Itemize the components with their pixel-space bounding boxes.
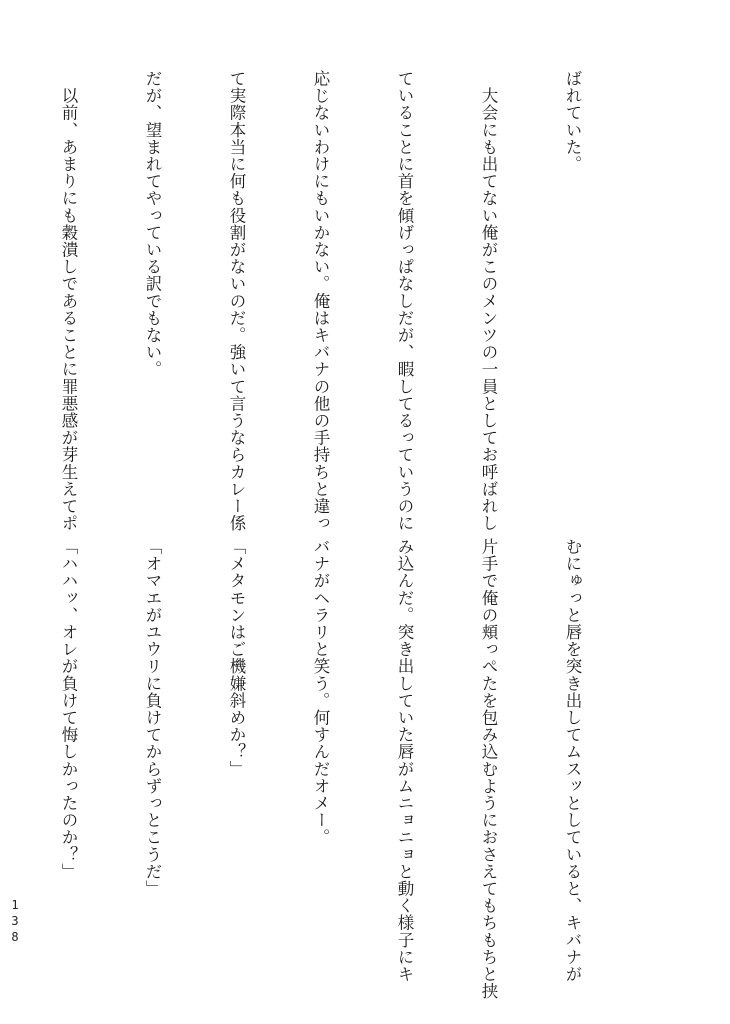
text-line: 応じないわけにもいかない。俺はキバナの他の手持ちと違っ (311, 70, 330, 532)
text-line: ていることに首を傾げっぱなしだが、暇してるっていうのに (395, 70, 414, 532)
text-line: 「ハハッ、オレが負けて悔しかったのか？」 (59, 538, 78, 880)
text-line: み込んだ。突き出していた唇がムニョニョと動く様子にキ (395, 538, 414, 983)
page-number: 138 (8, 898, 22, 946)
text-line: て実際本当に何も役割がないのだ。強いて言うならカレー係 (227, 70, 246, 532)
text-line: ばれていた。 (563, 70, 582, 173)
text-line: だが、望まれてやっている訳でもない。 (143, 70, 162, 378)
text-line: 片手で俺の頬っぺたを包み込むようにおさえてもちもちと挟 (479, 538, 498, 1000)
text-line: むにゅっと唇を突き出してムスッとしていると、キバナが (563, 538, 582, 983)
text-line: 大会にも出てない俺がこのメンツの一員としてお呼ばれし (479, 70, 498, 532)
text-line: バナがヘラリと笑う。何すんだオメー。 (311, 538, 330, 846)
upper-text-block (59, 70, 642, 532)
text-line: 「オマエがユウリに負けてからずっとこうだ」 (143, 538, 162, 898)
text-line: 以前、あまりにも穀潰しであることに罪悪感が芽生えてポ (59, 70, 78, 532)
text-line: 「メタモンはご機嫌斜めか？」 (227, 538, 246, 778)
lower-text-block (59, 538, 642, 1000)
